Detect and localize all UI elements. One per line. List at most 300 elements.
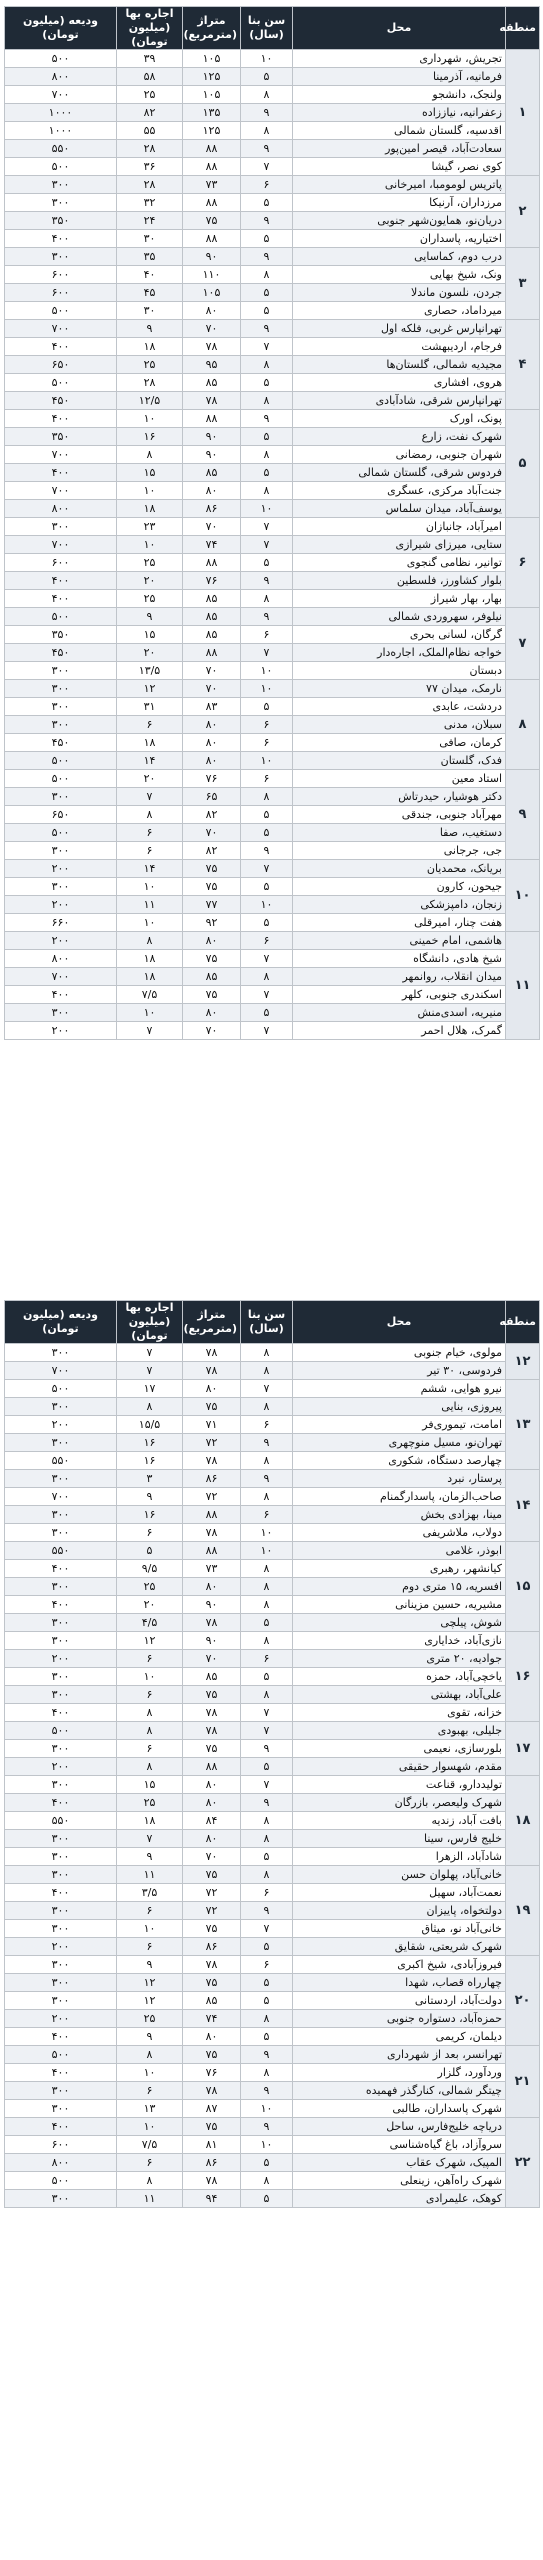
location-cell: دولتخواه، پاییزان <box>293 1902 506 1920</box>
table-row <box>5 1524 540 1542</box>
location-cell: تهرانپارس شرقی، شادآبادی <box>293 392 506 410</box>
age-cell: ۷ <box>241 1776 293 1794</box>
age-cell: ۵ <box>241 194 293 212</box>
rent-cell: ۸ <box>117 806 183 824</box>
rent-cell: ۶ <box>117 1650 183 1668</box>
rent-cell: ۲۰ <box>117 770 183 788</box>
header-location: محل <box>293 1301 506 1344</box>
rent-cell: ۱۵ <box>117 464 183 482</box>
age-cell: ۸ <box>241 86 293 104</box>
deposit-cell: ۶۵۰ <box>5 806 117 824</box>
area-cell: ۸۸ <box>183 230 241 248</box>
rent-cell: ۱۶ <box>117 1434 183 1452</box>
deposit-cell: ۵۰۰ <box>5 158 117 176</box>
age-cell: ۱۰ <box>241 2136 293 2154</box>
region-cell: ۸ <box>506 680 540 770</box>
table-row <box>5 1362 540 1380</box>
rent-table-2 <box>4 1300 540 2208</box>
area-cell: ۷۸ <box>183 1452 241 1470</box>
area-cell: ۸۷ <box>183 2100 241 2118</box>
rent-cell: ۶ <box>117 1740 183 1758</box>
rent-cell: ۸۲ <box>117 104 183 122</box>
deposit-cell: ۳۰۰ <box>5 1632 117 1650</box>
rent-cell: ۷ <box>117 1344 183 1362</box>
age-cell: ۵ <box>241 878 293 896</box>
age-cell: ۷ <box>241 518 293 536</box>
location-cell: بریانک، محمدیان <box>293 860 506 878</box>
area-cell: ۱۲۵ <box>183 68 241 86</box>
location-cell: بهار، بهار شیراز <box>293 590 506 608</box>
rent-cell: ۳۱ <box>117 698 183 716</box>
area-cell: ۸۵ <box>183 1992 241 2010</box>
header-region: منطقه <box>506 1301 540 1344</box>
table-row <box>5 752 540 770</box>
area-cell: ۷۵ <box>183 212 241 230</box>
table-row <box>5 1686 540 1704</box>
deposit-cell: ۳۰۰ <box>5 194 117 212</box>
table-row <box>5 1416 540 1434</box>
area-cell: ۷۰ <box>183 1022 241 1040</box>
deposit-cell: ۳۵۰ <box>5 626 117 644</box>
age-cell: ۸ <box>241 1866 293 1884</box>
location-cell: شهرک شریعتی، شقایق <box>293 1938 506 1956</box>
age-cell: ۵ <box>241 1004 293 1022</box>
region-cell: ۱۶ <box>506 1632 540 1722</box>
age-cell: ۸ <box>241 1362 293 1380</box>
deposit-cell: ۳۰۰ <box>5 518 117 536</box>
rent-cell: ۵۵ <box>117 122 183 140</box>
table-row <box>5 1740 540 1758</box>
location-cell: یاخچی‌آباد، حمزه <box>293 1668 506 1686</box>
location-cell: تهرانسر، بعد از شهرداری <box>293 2046 506 2064</box>
area-cell: ۷۸ <box>183 2082 241 2100</box>
age-cell: ۸ <box>241 392 293 410</box>
table-row <box>5 194 540 212</box>
age-cell: ۵ <box>241 1992 293 2010</box>
age-cell: ۷ <box>241 644 293 662</box>
age-cell: ۵ <box>241 1614 293 1632</box>
area-cell: ۸۶ <box>183 1938 241 1956</box>
deposit-cell: ۴۰۰ <box>5 986 117 1004</box>
deposit-cell: ۴۰۰ <box>5 338 117 356</box>
location-cell: مشیریه، حسین مزینانی <box>293 1596 506 1614</box>
rent-cell: ۱۰ <box>117 2064 183 2082</box>
rent-cell: ۱۱ <box>117 896 183 914</box>
table-row <box>5 158 540 176</box>
rent-cell: ۳ <box>117 1470 183 1488</box>
deposit-cell: ۷۰۰ <box>5 86 117 104</box>
age-cell: ۶ <box>241 1956 293 1974</box>
rent-cell: ۹ <box>117 608 183 626</box>
deposit-cell: ۳۰۰ <box>5 1902 117 1920</box>
rent-cell: ۸ <box>117 2172 183 2190</box>
header-age: سن بنا (سال) <box>241 1301 293 1344</box>
age-cell: ۵ <box>241 1758 293 1776</box>
location-cell: المپیک، شهرک عقاب <box>293 2154 506 2172</box>
rent-cell: ۱۰ <box>117 878 183 896</box>
header-region: منطقه <box>506 7 540 50</box>
deposit-cell: ۸۰۰ <box>5 950 117 968</box>
rent-cell: ۲۴ <box>117 212 183 230</box>
deposit-cell: ۶۰۰ <box>5 266 117 284</box>
deposit-cell: ۳۰۰ <box>5 698 117 716</box>
deposit-cell: ۳۵۰ <box>5 212 117 230</box>
deposit-cell: ۳۰۰ <box>5 1668 117 1686</box>
deposit-cell: ۳۰۰ <box>5 176 117 194</box>
area-cell: ۷۳ <box>183 176 241 194</box>
deposit-cell: ۶۶۰ <box>5 914 117 932</box>
area-cell: ۸۸ <box>183 644 241 662</box>
area-cell: ۸۰ <box>183 932 241 950</box>
rent-cell: ۹ <box>117 1848 183 1866</box>
area-cell: ۷۵ <box>183 1740 241 1758</box>
location-cell: کرمان، صافی <box>293 734 506 752</box>
table-row <box>5 1884 540 1902</box>
age-cell: ۹ <box>241 1740 293 1758</box>
area-cell: ۷۰ <box>183 518 241 536</box>
table-row <box>5 1632 540 1650</box>
age-cell: ۷ <box>241 860 293 878</box>
age-cell: ۹ <box>241 842 293 860</box>
deposit-cell: ۱۰۰۰ <box>5 104 117 122</box>
deposit-cell: ۷۰۰ <box>5 968 117 986</box>
age-cell: ۵ <box>241 230 293 248</box>
area-cell: ۷۵ <box>183 1866 241 1884</box>
age-cell: ۹ <box>241 1794 293 1812</box>
region-cell: ۲۰ <box>506 1956 540 2046</box>
deposit-cell: ۵۰۰ <box>5 770 117 788</box>
age-cell: ۸ <box>241 1452 293 1470</box>
deposit-cell: ۳۰۰ <box>5 2082 117 2100</box>
location-cell: بلوار کشاورز، فلسطین <box>293 572 506 590</box>
area-cell: ۷۰ <box>183 680 241 698</box>
table-row <box>5 1452 540 1470</box>
table-row <box>5 608 540 626</box>
area-cell: ۹۰ <box>183 446 241 464</box>
location-cell: مینا، بهزادی بخش <box>293 1506 506 1524</box>
age-cell: ۹ <box>241 410 293 428</box>
age-cell: ۶ <box>241 770 293 788</box>
deposit-cell: ۲۰۰ <box>5 1650 117 1668</box>
age-cell: ۹ <box>241 1434 293 1452</box>
area-cell: ۷۸ <box>183 392 241 410</box>
location-cell: میرداماد، حصاری <box>293 302 506 320</box>
table-row <box>5 428 540 446</box>
location-cell: خانی‌آباد نو، میثاق <box>293 1920 506 1938</box>
age-cell: ۵ <box>241 2028 293 2046</box>
area-cell: ۷۸ <box>183 1344 241 1362</box>
location-cell: خانی‌آباد، پهلوان حسن <box>293 1866 506 1884</box>
rent-cell: ۹ <box>117 1956 183 1974</box>
age-cell: ۷ <box>241 950 293 968</box>
area-cell: ۸۲ <box>183 842 241 860</box>
rent-cell: ۲۸ <box>117 374 183 392</box>
area-cell: ۸۵ <box>183 590 241 608</box>
area-cell: ۷۶ <box>183 2064 241 2082</box>
deposit-cell: ۵۰۰ <box>5 1722 117 1740</box>
age-cell: ۸ <box>241 590 293 608</box>
area-cell: ۸۴ <box>183 1812 241 1830</box>
age-cell: ۵ <box>241 1848 293 1866</box>
area-cell: ۷۰ <box>183 662 241 680</box>
table-row <box>5 1488 540 1506</box>
rent-cell: ۱۰ <box>117 914 183 932</box>
location-cell: استاد معین <box>293 770 506 788</box>
table-row <box>5 572 540 590</box>
age-cell: ۵ <box>241 374 293 392</box>
region-cell: ۷ <box>506 608 540 680</box>
deposit-cell: ۳۰۰ <box>5 1434 117 1452</box>
rent-cell: ۲۰ <box>117 1596 183 1614</box>
age-cell: ۹ <box>241 140 293 158</box>
location-cell: دستغیب، صفا <box>293 824 506 842</box>
table-row <box>5 464 540 482</box>
age-cell: ۵ <box>241 824 293 842</box>
area-cell: ۱۳۵ <box>183 104 241 122</box>
location-cell: علی‌آباد، بهشتی <box>293 1686 506 1704</box>
rent-cell: ۲۵ <box>117 1794 183 1812</box>
table-row <box>5 1506 540 1524</box>
area-cell: ۸۰ <box>183 482 241 500</box>
rent-cell: ۱۳ <box>117 2100 183 2118</box>
deposit-cell: ۳۰۰ <box>5 1992 117 2010</box>
age-cell: ۶ <box>241 176 293 194</box>
header-age: سن بنا (سال) <box>241 7 293 50</box>
age-cell: ۵ <box>241 284 293 302</box>
deposit-cell: ۷۰۰ <box>5 446 117 464</box>
age-cell: ۸ <box>241 122 293 140</box>
age-cell: ۷ <box>241 536 293 554</box>
area-cell: ۷۵ <box>183 2046 241 2064</box>
table-row <box>5 644 540 662</box>
table-row <box>5 932 540 950</box>
deposit-cell: ۴۰۰ <box>5 1884 117 1902</box>
area-cell: ۸۵ <box>183 1668 241 1686</box>
rent-cell: ۸ <box>117 932 183 950</box>
age-cell: ۵ <box>241 2154 293 2172</box>
age-cell: ۵ <box>241 1974 293 1992</box>
location-cell: مهرآباد جنوبی، جندقی <box>293 806 506 824</box>
location-cell: گمرک، هلال احمر <box>293 1022 506 1040</box>
deposit-cell: ۳۰۰ <box>5 716 117 734</box>
area-cell: ۷۵ <box>183 878 241 896</box>
region-cell: ۲۲ <box>506 2118 540 2208</box>
deposit-cell: ۳۰۰ <box>5 842 117 860</box>
location-cell: ستایی، میرزای شیرازی <box>293 536 506 554</box>
deposit-cell: ۵۵۰ <box>5 140 117 158</box>
rent-cell: ۶ <box>117 2154 183 2172</box>
deposit-cell: ۸۰۰ <box>5 68 117 86</box>
rent-cell: ۳۶ <box>117 158 183 176</box>
age-cell: ۸ <box>241 1488 293 1506</box>
location-cell: تهران‌نو، مسیل منوچهری <box>293 1434 506 1452</box>
deposit-cell: ۳۰۰ <box>5 1956 117 1974</box>
deposit-cell: ۲۰۰ <box>5 932 117 950</box>
area-cell: ۸۵ <box>183 626 241 644</box>
age-cell: ۸ <box>241 446 293 464</box>
location-cell: افسریه، ۱۵ متری دوم <box>293 1578 506 1596</box>
location-cell: تجریش، شهرداری <box>293 50 506 68</box>
age-cell: ۸ <box>241 356 293 374</box>
table-row <box>5 554 540 572</box>
age-cell: ۹ <box>241 572 293 590</box>
location-cell: بافت آباد، زندیه <box>293 1812 506 1830</box>
deposit-cell: ۳۰۰ <box>5 1524 117 1542</box>
rent-cell: ۸ <box>117 1722 183 1740</box>
area-cell: ۷۷ <box>183 896 241 914</box>
age-cell: ۱۰ <box>241 2100 293 2118</box>
area-cell: ۷۸ <box>183 2172 241 2190</box>
location-cell: فردوس شرقی، گلستان شمالی <box>293 464 506 482</box>
deposit-cell: ۳۰۰ <box>5 1848 117 1866</box>
deposit-cell: ۵۰۰ <box>5 1380 117 1398</box>
deposit-cell: ۱۰۰۰ <box>5 122 117 140</box>
area-cell: ۸۸ <box>183 410 241 428</box>
age-cell: ۵ <box>241 68 293 86</box>
area-cell: ۸۱ <box>183 2136 241 2154</box>
rent-cell: ۵۸ <box>117 68 183 86</box>
table-row <box>5 518 540 536</box>
location-cell: مقدم، شهسوار حقیقی <box>293 1758 506 1776</box>
table-row <box>5 662 540 680</box>
location-cell: خلیج فارس، سینا <box>293 1830 506 1848</box>
rent-cell: ۱۶ <box>117 428 183 446</box>
table-row <box>5 1542 540 1560</box>
age-cell: ۵ <box>241 464 293 482</box>
rent-cell: ۹ <box>117 320 183 338</box>
table-row <box>5 1776 540 1794</box>
region-cell: ۱۳ <box>506 1380 540 1470</box>
area-cell: ۷۵ <box>183 986 241 1004</box>
table-row <box>5 2010 540 2028</box>
table-row <box>5 1004 540 1022</box>
location-cell: بلورسازی، نعیمی <box>293 1740 506 1758</box>
location-cell: اختیاریه، پاسداران <box>293 230 506 248</box>
rent-cell: ۶ <box>117 1938 183 1956</box>
age-cell: ۸ <box>241 2010 293 2028</box>
location-cell: پرستار، نبرد <box>293 1470 506 1488</box>
area-cell: ۸۸ <box>183 1506 241 1524</box>
location-cell: منیریه، اسدی‌منش <box>293 1004 506 1022</box>
age-cell: ۷ <box>241 1380 293 1398</box>
location-cell: وردآورد، گلزار <box>293 2064 506 2082</box>
region-cell: ۱۷ <box>506 1722 540 1776</box>
area-cell: ۷۸ <box>183 1704 241 1722</box>
rent-cell: ۷ <box>117 1362 183 1380</box>
rent-cell: ۱۲ <box>117 1974 183 1992</box>
age-cell: ۸ <box>241 1632 293 1650</box>
table-row <box>5 698 540 716</box>
area-cell: ۸۸ <box>183 554 241 572</box>
area-cell: ۱۰۵ <box>183 50 241 68</box>
age-cell: ۷ <box>241 158 293 176</box>
area-cell: ۷۲ <box>183 1488 241 1506</box>
rent-cell: ۳۲ <box>117 194 183 212</box>
header-deposit: ودیعه (میلیون تومان) <box>5 7 117 50</box>
rent-cell: ۱۸ <box>117 950 183 968</box>
area-cell: ۷۵ <box>183 950 241 968</box>
area-cell: ۸۲ <box>183 806 241 824</box>
table-row <box>5 68 540 86</box>
area-cell: ۷۳ <box>183 1560 241 1578</box>
location-cell: فرجام، اردیبهشت <box>293 338 506 356</box>
rent-cell: ۹ <box>117 1488 183 1506</box>
area-cell: ۸۶ <box>183 1470 241 1488</box>
age-cell: ۷ <box>241 1704 293 1722</box>
region-cell: ۱۱ <box>506 932 540 1040</box>
deposit-cell: ۳۰۰ <box>5 1506 117 1524</box>
rent-cell: ۳۹ <box>117 50 183 68</box>
table-row <box>5 1830 540 1848</box>
location-cell: کوی نصر، گیشا <box>293 158 506 176</box>
location-cell: فرمانیه، آذرمینا <box>293 68 506 86</box>
deposit-cell: ۳۰۰ <box>5 662 117 680</box>
age-cell: ۸ <box>241 1830 293 1848</box>
rent-cell: ۱۸ <box>117 338 183 356</box>
table-row <box>5 1866 540 1884</box>
location-cell: جیحون، کارون <box>293 878 506 896</box>
table-row <box>5 1974 540 1992</box>
rent-cell: ۷/۵ <box>117 986 183 1004</box>
deposit-cell: ۴۰۰ <box>5 1704 117 1722</box>
deposit-cell: ۷۰۰ <box>5 482 117 500</box>
age-cell: ۶ <box>241 626 293 644</box>
deposit-cell: ۴۰۰ <box>5 590 117 608</box>
rent-cell: ۸ <box>117 1758 183 1776</box>
location-cell: مولوی، خیام جنوبی <box>293 1344 506 1362</box>
deposit-cell: ۳۰۰ <box>5 1830 117 1848</box>
age-cell: ۸ <box>241 266 293 284</box>
age-cell: ۶ <box>241 1416 293 1434</box>
location-cell: ونک، شیخ بهایی <box>293 266 506 284</box>
area-cell: ۶۵ <box>183 788 241 806</box>
area-cell: ۷۲ <box>183 1902 241 1920</box>
area-cell: ۸۸ <box>183 194 241 212</box>
area-cell: ۸۰ <box>183 1830 241 1848</box>
table-row <box>5 968 540 986</box>
age-cell: ۹ <box>241 2118 293 2136</box>
rent-cell: ۸ <box>117 446 183 464</box>
deposit-cell: ۳۰۰ <box>5 1740 117 1758</box>
deposit-cell: ۷۰۰ <box>5 1488 117 1506</box>
area-cell: ۷۵ <box>183 1686 241 1704</box>
location-cell: فدک، گلستان <box>293 752 506 770</box>
location-cell: زنجان، دامپزشکی <box>293 896 506 914</box>
age-cell: ۸ <box>241 1398 293 1416</box>
rent-cell: ۷ <box>117 1830 183 1848</box>
deposit-cell: ۴۰۰ <box>5 1560 117 1578</box>
table-row <box>5 356 540 374</box>
location-cell: سعادت‌آباد، قیصر امین‌پور <box>293 140 506 158</box>
rent-cell: ۱۰ <box>117 1668 183 1686</box>
table-row <box>5 824 540 842</box>
header-location: محل <box>293 7 506 50</box>
table-row <box>5 1650 540 1668</box>
table-row <box>5 2082 540 2100</box>
rent-cell: ۹/۵ <box>117 1560 183 1578</box>
table-row <box>5 446 540 464</box>
table-row <box>5 1614 540 1632</box>
area-cell: ۷۸ <box>183 1956 241 1974</box>
location-cell: دردشت، عابدی <box>293 698 506 716</box>
deposit-cell: ۵۰۰ <box>5 50 117 68</box>
region-cell: ۱۸ <box>506 1776 540 1866</box>
age-cell: ۵ <box>241 1938 293 1956</box>
table-row <box>5 770 540 788</box>
table-row <box>5 212 540 230</box>
location-cell: کیانشهر، رهبری <box>293 1560 506 1578</box>
table-row <box>5 986 540 1004</box>
